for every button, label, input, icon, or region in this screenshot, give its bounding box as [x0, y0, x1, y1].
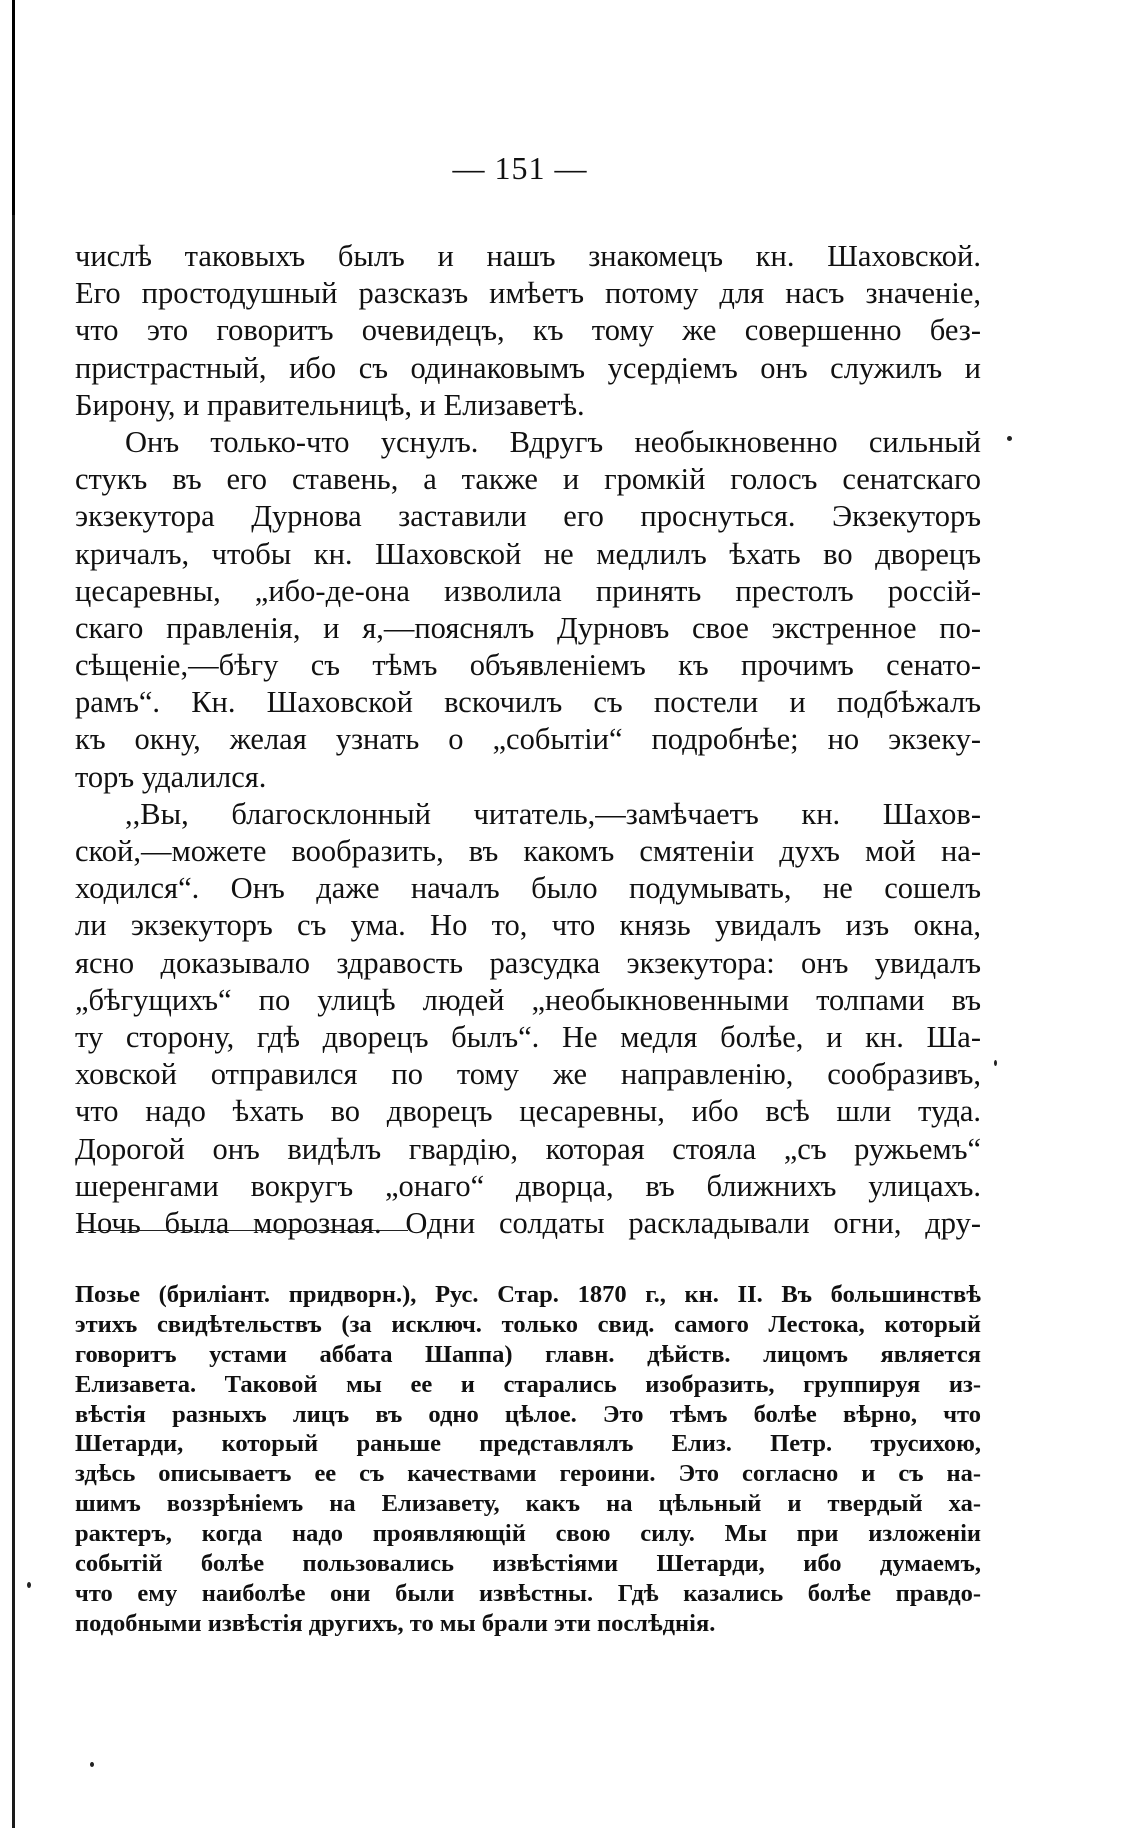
page-number: — 151 — — [452, 150, 588, 186]
footnote-line: Елизавета. Таковой мы ее и старались изобразить, группируя из- — [75, 1370, 981, 1398]
main-text — [75, 238, 981, 1242]
footnote-line: что ему наиболѣе они были извѣстны. Гдѣ казались болѣе правдо- — [75, 1579, 981, 1607]
ink-speck — [994, 1060, 997, 1066]
footnote-line: событій болѣе пользовались извѣстіями Шетарди, ибо думаемъ, — [75, 1550, 981, 1578]
text-line: рамъ“. Кн. Шаховской вскочилъ съ постели и подбѣжалъ — [75, 685, 981, 720]
text-line: Дорогой онъ видѣлъ гвардію, которая стояла „съ ружьемъ“ — [75, 1131, 981, 1166]
footnote-line: говоритъ устами аббата Шаппа) главн. дѣйств. лицомъ является — [75, 1340, 981, 1368]
text-line: торъ удалился. — [75, 759, 267, 794]
text-line: стукъ въ его ставень, а также и громкій голосъ сенатскаго — [75, 462, 981, 497]
footnote-line: вѣстія разныхъ лицъ въ одно цѣлое. Это тѣмъ болѣе вѣрно, что — [75, 1400, 981, 1428]
text-line: „бѣгущихъ“ по улицѣ людей „необыкновенными толпами въ — [75, 982, 981, 1017]
footnote-line: Шетарди, который раньше представлялъ Елиз. Петр. трусихою, — [75, 1430, 981, 1458]
text-line: пристрастный, ибо съ одинаковымъ усердіемъ онъ служилъ и — [75, 350, 981, 385]
text-line: ,,Вы, благосклонный читатель,—замѣчаетъ кн. Шахов- — [125, 796, 981, 831]
text-line: цесаревны, „ибо-де-она изволила принять престолъ россій- — [75, 573, 981, 608]
scan-binding-edge — [12, 0, 15, 1828]
ink-speck — [1007, 436, 1012, 441]
text-line: ходился“. Онъ даже началъ было подумывать, не сошелъ — [75, 871, 981, 906]
text-line: Ночь была морозная. Одни солдаты раскладывали огни, дру- — [75, 1205, 981, 1240]
footnote-line: рактеръ, когда надо проявляющій свою силу. Мы при изложеніи — [75, 1520, 981, 1548]
text-line: ской,—можете вообразить, въ какомъ смятеніи духъ мой на- — [75, 834, 981, 868]
text-line: что это говоритъ очевидецъ, къ тому же совершенно без- — [75, 313, 981, 348]
footnote-line: шимъ воззрѣніемъ на Елизавету, какъ на цѣльный и твердый ха- — [75, 1490, 981, 1518]
text-line: шеренгами вокругъ „онаго“ дворца, въ ближнихъ улицахъ. — [75, 1168, 981, 1203]
text-line: къ окну, желая узнать о „событіи“ подробнѣе; но экзеку- — [75, 722, 981, 757]
footnote-line: подобными извѣстія другихъ, то мы брали эти послѣднія. — [75, 1609, 716, 1637]
text-line: Его простодушный разсказъ имѣетъ потому для насъ значеніе, — [75, 276, 981, 311]
text-line: Бирону, и правительницѣ, и Елизаветѣ. — [75, 387, 585, 422]
footnote — [75, 1280, 981, 1639]
text-line: что надо ѣхать во дворецъ цесаревны, ибо всѣ шли туда. — [75, 1094, 981, 1129]
ink-speck — [90, 1762, 94, 1767]
footnote-line: Позье (бриліант. придворн.), Рус. Стар. 1870 г., кн. II. Въ большинствѣ — [75, 1281, 981, 1308]
text-line: скаго правленія, и я,—пояснялъ Дурновъ свое экстренное по- — [75, 610, 981, 645]
text-line: кричалъ, чтобы кн. Шаховской не медлилъ ѣхать во дворецъ — [75, 536, 981, 571]
text-line: Онъ только-что уснулъ. Вдругъ необыкновенно сильный — [125, 424, 981, 459]
text-line: ли экзекуторъ съ ума. Но то, что князь увидалъ изъ окна, — [75, 908, 981, 943]
text-line: ту сторону, гдѣ дворецъ былъ“. Не медля болѣе, и кн. Ша- — [75, 1019, 981, 1054]
ink-speck — [27, 1582, 31, 1588]
text-line: ховской отправился по тому же направленію, сообразивъ, — [75, 1057, 981, 1092]
footnote-line: здѣсь описываетъ ее съ качествами героини. Это согласно и съ на- — [75, 1460, 981, 1488]
footnote-line: этихъ свидѣтельствъ (за исключ. только свид. самого Лестока, который — [75, 1310, 981, 1338]
footnote-divider — [78, 1230, 408, 1231]
text-line: числѣ таковыхъ былъ и нашъ знакомецъ кн. Шаховской. — [75, 239, 981, 273]
text-line: экзекутора Дурнова заставили его проснуться. Экзекуторъ — [75, 499, 981, 534]
text-line: сѣщеніе,—бѣгу съ тѣмъ объявленіемъ къ прочимъ сенато- — [75, 648, 981, 683]
text-line: ясно доказывало здравость разсудка экзекутора: онъ увидалъ — [75, 945, 981, 980]
